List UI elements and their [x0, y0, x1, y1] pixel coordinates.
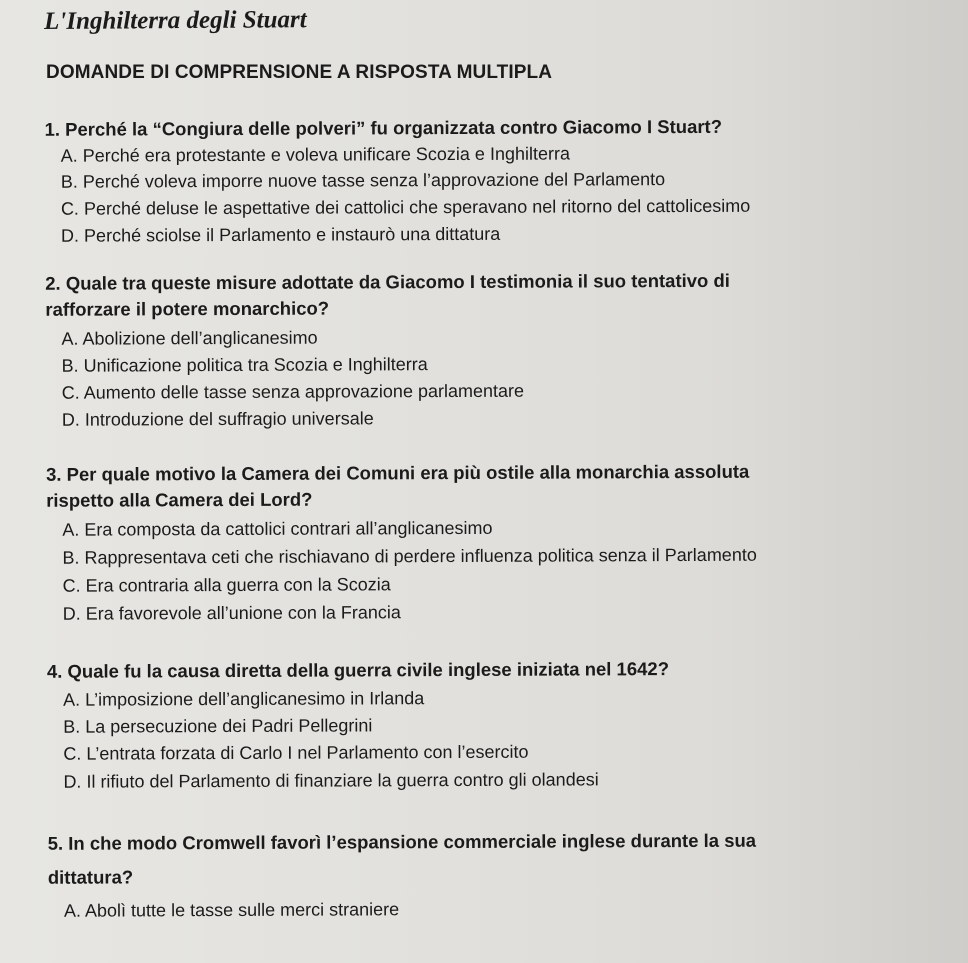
question-text: 1. Perché la “Congiura delle polveri” fu organizzata contro Giacomo I Stuart?: [44, 115, 723, 140]
page-title: L'Inghilterra degli Stuart: [44, 6, 307, 35]
question-text-line1: 5. In che modo Cromwell favorì l’espansione commerciale inglese durante la sua: [47, 829, 757, 854]
question-text-line2: rispetto alla Camera dei Lord?: [46, 488, 313, 511]
question-text-line1: 2. Quale tra queste misure adottate da Giacomo I testimonia il suo tentativo di: [45, 269, 730, 294]
question-text: 4. Quale fu la causa diretta della guerra civile inglese iniziata nel 1642?: [46, 658, 670, 682]
answer-option: D. Era favorevole all’unione con la Francia: [62, 602, 401, 624]
answer-option: D. Perché sciolse il Parlamento e instaurò una dittatura: [60, 223, 501, 246]
answer-option: C. Perché deluse le aspettative dei cattolici che speravano nel ritorno del cattolicesimo: [60, 195, 751, 219]
answer-option: B. Perché voleva imporre nuove tasse senza l’approvazione del Parlamento: [60, 169, 666, 192]
answer-option: C. Era contraria alla guerra con la Scozia: [62, 574, 391, 596]
question-text-line2: dittatura?: [47, 866, 134, 888]
answer-option: D. Introduzione del suffragio universale: [61, 408, 374, 430]
answer-option: D. Il rifiuto del Parlamento di finanziare la guerra contro gli olandesi: [63, 769, 599, 792]
answer-option: B. Rappresentava ceti che rischiavano di perdere influenza politica senza il Parlamento: [62, 544, 757, 568]
answer-option: A. Era composta da cattolici contrari all’anglicanesimo: [62, 517, 493, 540]
question-text-line2: rafforzare il potere monarchico?: [45, 297, 330, 320]
answer-option: C. Aumento delle tasse senza approvazione parlamentare: [61, 380, 525, 403]
answer-option: A. Abolì tutte le tasse sulle merci straniere: [63, 899, 400, 921]
answer-option: A. L’imposizione dell’anglicanesimo in Irlanda: [63, 688, 425, 710]
question-text-line1: 3. Per quale motivo la Camera dei Comuni era più ostile alla monarchia assoluta: [46, 460, 750, 485]
answer-option: C. L’entrata forzata di Carlo I nel Parlamento con l’esercito: [63, 741, 529, 764]
answer-option: A. Perché era protestante e voleva unificare Scozia e Inghilterra: [60, 143, 571, 166]
answer-option: B. Unificazione politica tra Scozia e Inghilterra: [61, 354, 428, 376]
answer-option: B. La persecuzione dei Padri Pellegrini: [63, 715, 373, 737]
section-heading: DOMANDE DI COMPRENSIONE A RISPOSTA MULTIPLA: [46, 62, 553, 83]
answer-option: A. Abolizione dell’anglicanesimo: [61, 327, 318, 349]
